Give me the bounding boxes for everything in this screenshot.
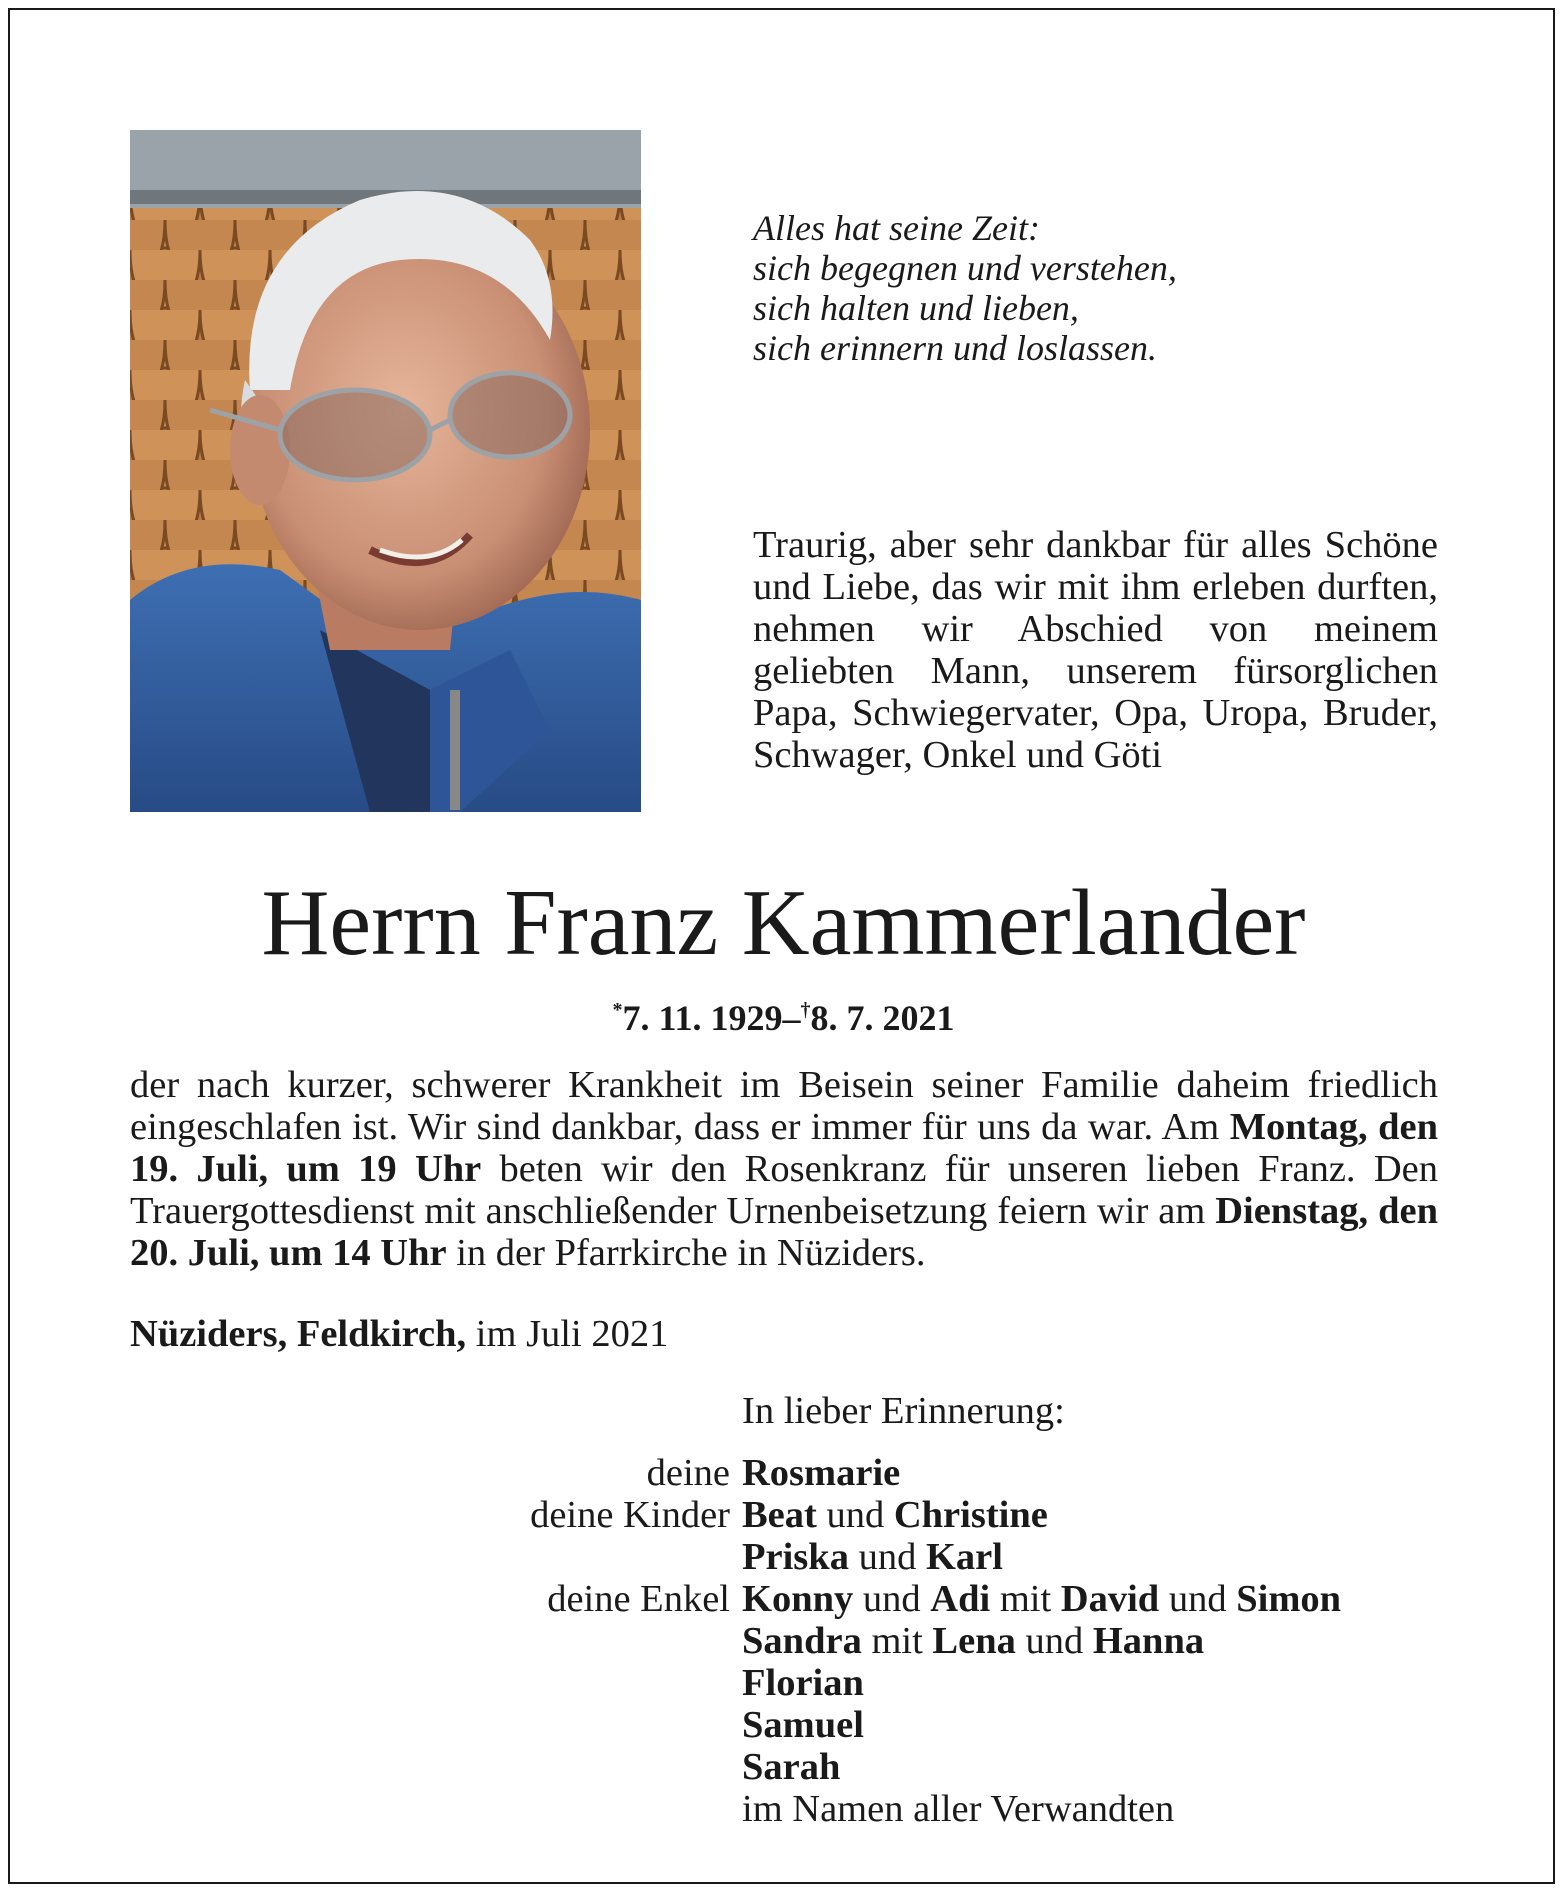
poem-line: sich begegnen und verstehen, xyxy=(753,248,1177,288)
relation-label: deine Enkel xyxy=(547,1578,730,1620)
announcement-paragraph xyxy=(130,1064,1438,1274)
conjunction: und xyxy=(826,1494,885,1536)
mourner-name: Karl xyxy=(925,1536,1003,1578)
mourner-name: Adi xyxy=(930,1578,991,1620)
place: Nüziders, Feldkirch, xyxy=(130,1313,467,1355)
conjunction: mit xyxy=(999,1578,1052,1620)
poem xyxy=(753,208,1453,368)
closing-line: im Namen aller Verwandten xyxy=(742,1788,1175,1830)
death-symbol: † xyxy=(800,999,811,1021)
mourner-name: Christine xyxy=(893,1494,1048,1536)
mourner-row xyxy=(130,1704,1450,1746)
conjunction: mit xyxy=(871,1620,923,1662)
mourner-name: Florian xyxy=(742,1662,864,1704)
birth-date: 7. 11. 1929 xyxy=(622,998,783,1038)
body-text: beten wir den Rosenkranz für unseren lieben Franz. Den Trauergottesdienst mit anschließender Urnenbeisetzung feiern wir am xyxy=(130,1148,1438,1232)
mourner-row xyxy=(130,1620,1450,1662)
mourner-row xyxy=(130,1452,1450,1494)
funeral-date: Dienstag, den 20. Juli, um 14 Uhr xyxy=(130,1190,1438,1274)
relation-label: deine xyxy=(646,1452,730,1494)
mourner-name: Hanna xyxy=(1092,1620,1205,1662)
mourner-row xyxy=(130,1788,1450,1830)
conjunction: und xyxy=(1025,1620,1084,1662)
mourners-heading: In lieber Erinnerung: xyxy=(742,1390,1065,1432)
date-separator: – xyxy=(782,998,801,1038)
mourner-name: David xyxy=(1060,1578,1160,1620)
poem-line: sich erinnern und loslassen. xyxy=(753,328,1157,368)
place-date xyxy=(130,1312,1030,1356)
mourner-row xyxy=(130,1578,1450,1620)
mourner-name: Sarah xyxy=(742,1746,841,1788)
portrait-photo xyxy=(130,130,641,812)
mourner-name: Konny xyxy=(742,1578,854,1620)
death-date: 8. 7. 2021 xyxy=(810,998,955,1038)
relation-label: deine Kinder xyxy=(530,1494,730,1536)
mourner-row xyxy=(130,1494,1450,1536)
mourner-name: Lena xyxy=(932,1620,1016,1662)
poem-line: sich halten und lieben, xyxy=(753,288,1079,328)
mourner-name: Beat xyxy=(742,1494,817,1536)
birth-symbol: * xyxy=(612,999,623,1021)
rosary-date: Montag, den 19. Juli, um 19 Uhr xyxy=(130,1106,1438,1190)
mourner-name: Priska xyxy=(742,1536,849,1578)
body-text: in der Pfarrkirche in Nüziders. xyxy=(446,1232,926,1274)
mourner-name: Simon xyxy=(1236,1578,1342,1620)
mourner-name: Sandra xyxy=(742,1620,862,1662)
mourner-name: Samuel xyxy=(742,1704,864,1746)
poem-line: Alles hat seine Zeit: xyxy=(753,208,1040,248)
month-year: im Juli 2021 xyxy=(466,1313,669,1355)
conjunction: und xyxy=(1168,1578,1227,1620)
mourner-name: Rosmarie xyxy=(742,1452,901,1494)
mourner-row xyxy=(130,1536,1450,1578)
mourner-row xyxy=(130,1746,1450,1788)
conjunction: und xyxy=(862,1578,921,1620)
life-dates xyxy=(0,988,1567,1040)
conjunction: und xyxy=(858,1536,917,1578)
body-text: der nach kurzer, schwerer Krankheit im Beisein seiner Familie daheim friedlich eingeschlafen ist. Wir sind dankbar, dass er immer für uns da war. Am xyxy=(130,1064,1438,1148)
mourners-heading-row xyxy=(130,1390,1450,1432)
mourner-row xyxy=(130,1662,1450,1704)
intro-paragraph: Traurig, aber sehr dankbar für alles Schöne und Liebe, das wir mit ihm erleben durften, nehmen wir Abschied von meinem geliebten Mann, unserem fürsorglichen Papa, Schwiegervater, Opa, Uropa, Bruder, Schwager, Onkel und Göti xyxy=(753,524,1438,776)
mourners-list xyxy=(130,1390,1450,1830)
deceased-name: Herrn Franz Kammerlander xyxy=(261,871,1306,975)
